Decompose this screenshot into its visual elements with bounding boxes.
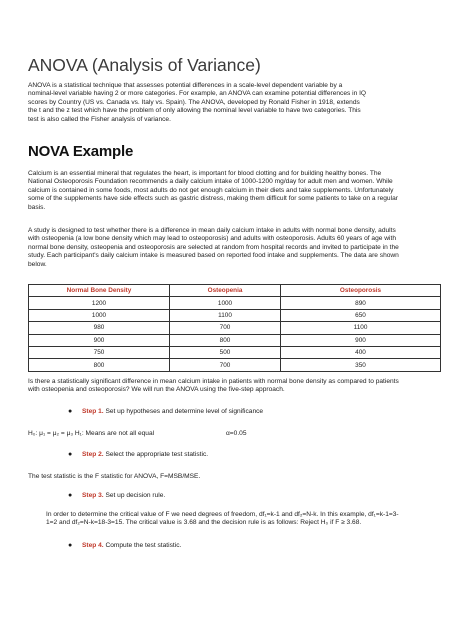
table-cell: 350	[281, 359, 441, 371]
text-line: basis.	[28, 203, 46, 211]
step-text: Set up hypotheses and determine level of significance	[103, 408, 264, 415]
text-line: with osteopenia and osteoporosis? We will run the ANOVA using the five-step approach.	[28, 386, 285, 394]
bullet-icon: ●	[68, 408, 73, 415]
text-line: calcium is contained in some foods, most adults do not get enough calcium in their diets and take supplements. Unfortunately	[28, 186, 394, 194]
step-4-item	[68, 542, 181, 549]
text-line: 1=2 and df₂=N-k=18-3=15. The critical value is 3.68 and the decision rule is as follows: Reject H₀ if F ≥ 3.68.	[46, 519, 362, 527]
text-line: In order to determine the critical value of F we need degrees of freedom, df₁=k-1 and df₂=N-k. In this example, df₁=k-1=3-	[46, 511, 399, 518]
text-line: below.	[28, 260, 47, 268]
table-cell: 650	[281, 309, 441, 321]
table-row	[29, 346, 441, 358]
table-cell: 1000	[29, 309, 170, 321]
step-1-item	[68, 408, 263, 415]
calcium-data-table	[28, 284, 441, 372]
alpha-text: α=0.05	[226, 430, 247, 437]
text-line: ANOVA is a statistical technique that assesses potential differences in a scale-level dependent variable by a	[28, 82, 343, 89]
bullet-icon: ●	[68, 492, 73, 499]
table-cell: 1200	[29, 297, 170, 309]
text-line: study. Each participant's daily calcium intake is measured based on reported food intake and supplements. The data are shown	[28, 252, 399, 260]
text-line: some of the supplements have side effects such as gastric distress, making them difficult for some patients to take on a regular	[28, 195, 398, 203]
study-paragraph	[28, 227, 399, 269]
column-header: Normal Bone Density	[29, 285, 170, 297]
table-cell: 500	[170, 346, 281, 358]
table-header-row	[29, 285, 441, 297]
table-cell: 1100	[170, 309, 281, 321]
column-header: Osteoporosis	[281, 285, 441, 297]
text-line: scores by Country (US vs. Canada vs. Italy vs. Spain). The ANOVA, developed by Ronald Fisher in 1918, extends	[28, 98, 360, 106]
table-cell: 750	[29, 346, 170, 358]
text-line: Calcium is an essential mineral that regulates the heart, is important for blood clotting and for building healthy bones. The	[28, 170, 382, 177]
table-row	[29, 334, 441, 346]
table-row	[29, 309, 441, 321]
page-title: ANOVA (Analysis of Variance)	[28, 55, 261, 75]
table-row	[29, 297, 441, 309]
section-heading: NOVA Example	[28, 143, 134, 160]
step-label: Step 1.	[82, 408, 104, 415]
table-cell: 1000	[170, 297, 281, 309]
table-cell: 890	[281, 297, 441, 309]
table-cell: 700	[170, 322, 281, 334]
calcium-paragraph	[28, 170, 398, 212]
intro-paragraph	[28, 82, 366, 124]
table-cell: 1100	[281, 322, 441, 334]
step-label: Step 3.	[82, 492, 104, 499]
hypotheses-text: H₀: μ₁ = μ₂ = μ₃ H₁: Means are not all equal	[28, 430, 155, 437]
text-line: A study is designed to test whether there is a difference in mean daily calcium intake in adults with normal bone density, adults	[28, 227, 396, 234]
bullet-icon: ●	[68, 451, 73, 458]
table-cell: 900	[281, 334, 441, 346]
text-line: National Osteoporosis Foundation recommends a daily calcium intake of 1000-1200 mg/day for adult men and women. While	[28, 178, 393, 186]
step-2-item	[68, 451, 208, 458]
text-line: test is also called the Fisher analysis of variance.	[28, 115, 171, 123]
text-line: nominal-level variable having 2 or more categories. For example, an ANOVA can examine potential differences in IQ	[28, 90, 367, 98]
step-label: Step 4.	[82, 542, 104, 549]
step-text: Select the appropriate test statistic.	[103, 451, 209, 458]
step-text: Compute the test statistic.	[103, 542, 182, 549]
column-header: Osteopenia	[170, 285, 281, 297]
text-line: normal bone density, osteopenia and osteoporosis are selected at random from hospital records and invited to participate in the	[28, 243, 399, 251]
table-cell: 800	[29, 359, 170, 371]
question-paragraph	[28, 378, 399, 395]
step-text: Set up decision rule.	[103, 492, 166, 499]
bullet-icon: ●	[68, 542, 73, 549]
text-line: with osteopenia (a low bone density which may lead to osteoporosis) and adults with osteoporosis. Adults 60 years of age with	[28, 235, 396, 243]
table-cell: 900	[29, 334, 170, 346]
table-row	[29, 322, 441, 334]
test-statistic-text: The test statistic is the F statistic for ANOVA, F=MSB/MSE.	[28, 473, 201, 480]
table-cell: 700	[170, 359, 281, 371]
table-cell: 400	[281, 346, 441, 358]
table-row	[29, 359, 441, 371]
step-label: Step 2.	[82, 451, 104, 458]
table-cell: 800	[170, 334, 281, 346]
table-cell: 980	[29, 322, 170, 334]
step-3-item	[68, 492, 165, 499]
text-line: the t and the z test which have the problem of only allowing the nominal level variable to have two categories. This	[28, 107, 361, 115]
decision-paragraph	[46, 511, 399, 528]
text-line: Is there a statistically significant difference in mean calcium intake in patients with normal bone density as compared to patients	[28, 378, 399, 385]
